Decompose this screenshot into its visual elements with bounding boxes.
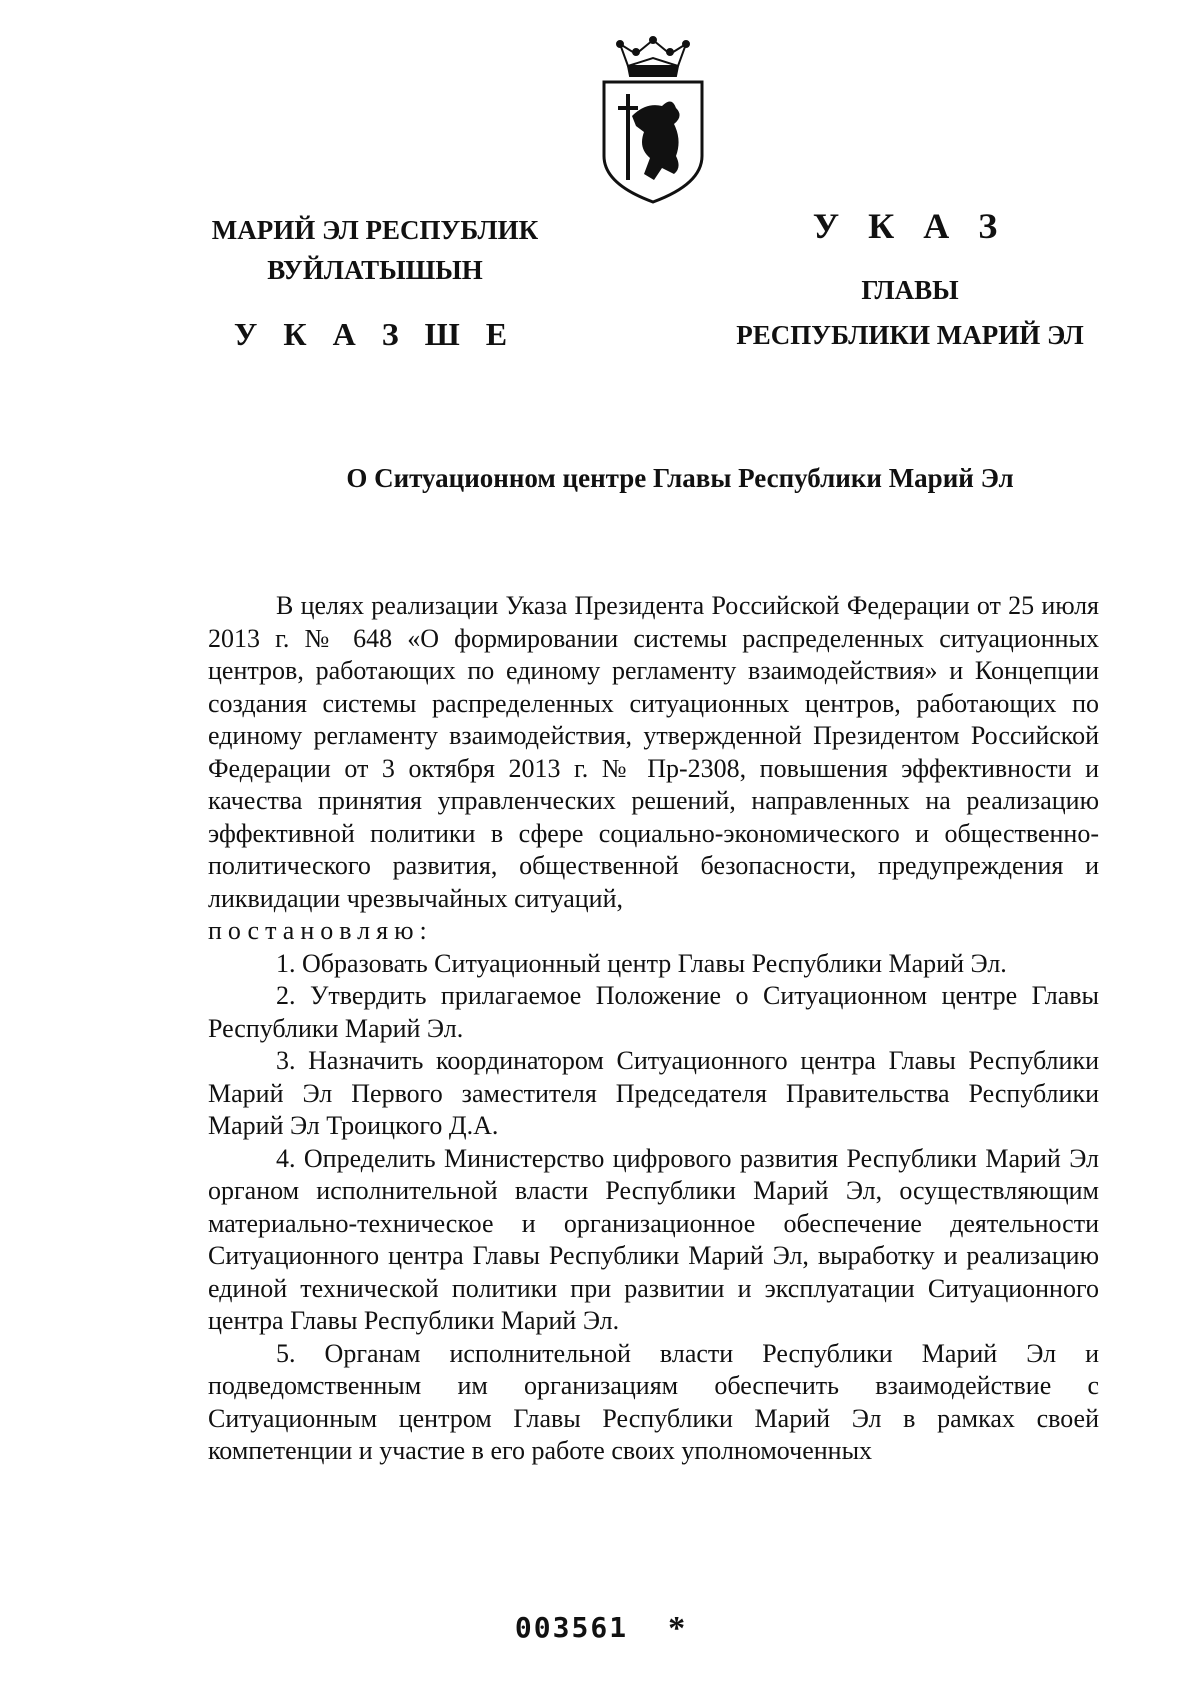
bear-with-sword-icon: [618, 94, 680, 180]
header-left-decree-label: У К А З Ш Е: [233, 315, 517, 352]
crown-icon: [617, 37, 689, 76]
header-right-decree-label: У К А З: [812, 206, 1008, 246]
list-item: 4. Определить Министерство цифрового развития Республики Марий Эл органом исполнительной власти Республики Марий Эл, осуществляющим материально-техническое и организационное обеспечение деятельности Ситуационного центра Главы Республики Марий Эл, выработку и реализацию единой технической политики при развитии и эксплуатации Ситуационного центра Главы Республики Марий Эл.: [208, 1143, 1099, 1335]
header-right-line3: РЕСПУБЛИКИ МАРИЙ ЭЛ: [736, 319, 1084, 350]
list-item: 2. Утвердить прилагаемое Положение о Ситуационном центре Главы Республики Марий Эл.: [208, 981, 1099, 1043]
asterisk-mark: *: [668, 1610, 686, 1647]
document-body: [208, 590, 1099, 1468]
decree-word: постановляю:: [208, 916, 433, 945]
serial-number: 003561: [514, 1611, 629, 1644]
document-title: О Ситуационном центре Главы Республики Марий Эл: [346, 463, 1014, 493]
header-right-line2: ГЛАВЫ: [861, 275, 959, 306]
page-footer: [0, 1610, 1200, 1648]
preamble-paragraph: В целях реализации Указа Президента Российской Федерации от 25 июля 2013 г. № 648 «О формировании системы распределенных ситуационных центров, работающих по единому регламенту взаимодействия» и Концепции создания системы распределенных ситуационных центров, работающих по единому регламенту взаимодействия, утвержденной Президентом Российской Федерации от 3 октября 2013 г. № Пр-2308, повышения эффективности и качества принятия управленческих решений, направленных на реализацию эффективной политики в сфере социально-экономического и общественно-политического развития, общественной безопасности, предупреждения и ликвидации чрезвычайных ситуаций,: [208, 591, 1099, 913]
header-left: [150, 214, 600, 353]
header-right: [660, 205, 1160, 351]
list-item: 3. Назначить координатором Ситуационного центра Главы Республики Марий Эл Первого заместителя Председателя Правительства Республики Марий Эл Троицкого Д.А.: [208, 1046, 1099, 1140]
header-left-line2: ВУЙЛАТЫШЫН: [267, 255, 483, 286]
list-item: 5. Органам исполнительной власти Республики Марий Эл и подведомственным им организациям обеспечить взаимодействие с Ситуационным центром Главы Республики Марий Эл в рамках своей компетенции и участие в его работе своих уполномоченных: [208, 1338, 1099, 1465]
coat-of-arms-emblem: [598, 36, 708, 206]
list-item: 1. Образовать Ситуационный центр Главы Республики Марий Эл.: [276, 948, 1007, 978]
header-left-line1: МАРИЙ ЭЛ РЕСПУБЛИК: [211, 215, 539, 245]
